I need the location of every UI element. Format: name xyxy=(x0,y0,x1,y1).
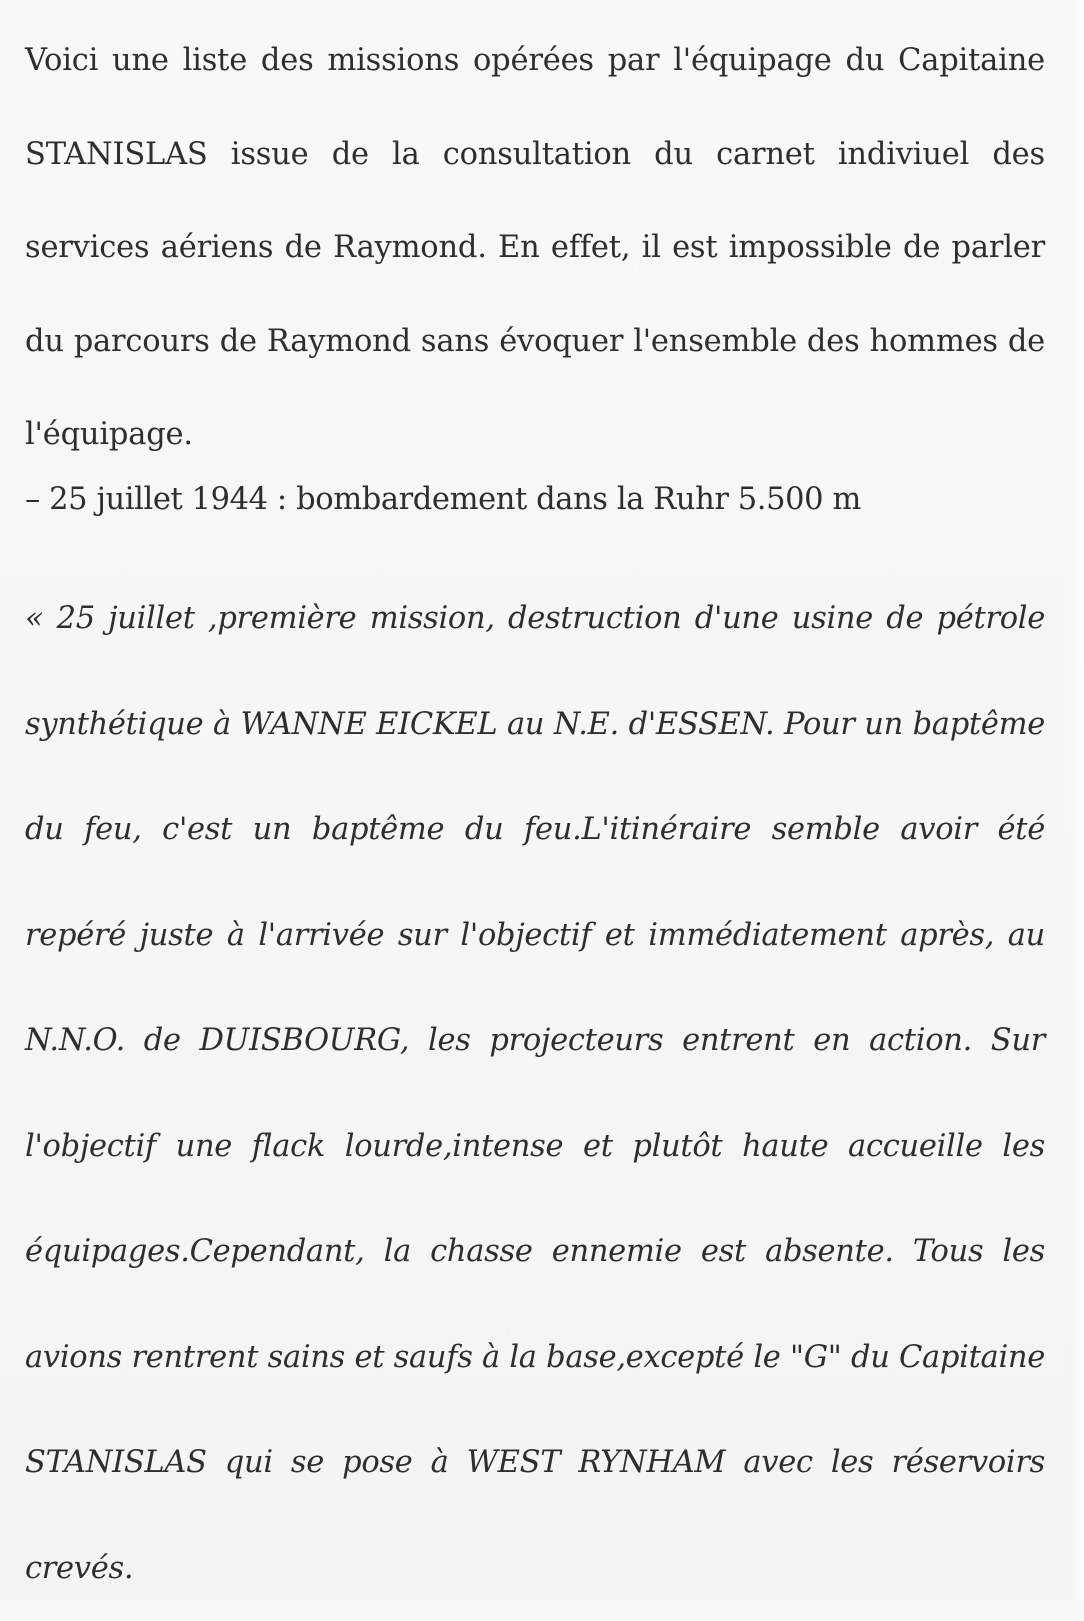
intro-text: Voici une liste des missions opérées par l'équipage du Capitaine STANISLAS issue de la consultation du carnet indiviuel des services aériens de Raymond. En effet, il est impossible de parler du parcours de Raymond sans évoquer l'ensemble des hommes de l'équipage. xyxy=(25,43,1045,452)
mission-quote xyxy=(25,566,1045,1621)
intro-paragraph xyxy=(25,14,1045,482)
quote-text: « 25 juillet ,première mission, destruction d'une usine de pétrole synthétique à WANNE EICKEL au N.E. d'ESSEN. Pour un baptême du feu, c'est un baptême du feu.L'itinéraire semble avoir été repéré juste à l'arrivée sur l'objectif et immédiatement après, au N.N.O. de DUISBOURG, les projecteurs entrent en action. Sur l'objectif une flack lourde,intense et plutôt haute accueille les équipages.Cependant, la chasse ennemie est absente. Tous les avions rentrent sains et saufs à la base,excepté le "G" du Capitaine STANISLAS qui se pose à WEST RYNHAM avec les réservoirs crevés. xyxy=(25,601,1045,1586)
page-edge xyxy=(1070,0,1084,1600)
mission-date-line: – 25 juillet 1944 : bombardement dans la Ruhr 5.500 m xyxy=(25,482,861,517)
